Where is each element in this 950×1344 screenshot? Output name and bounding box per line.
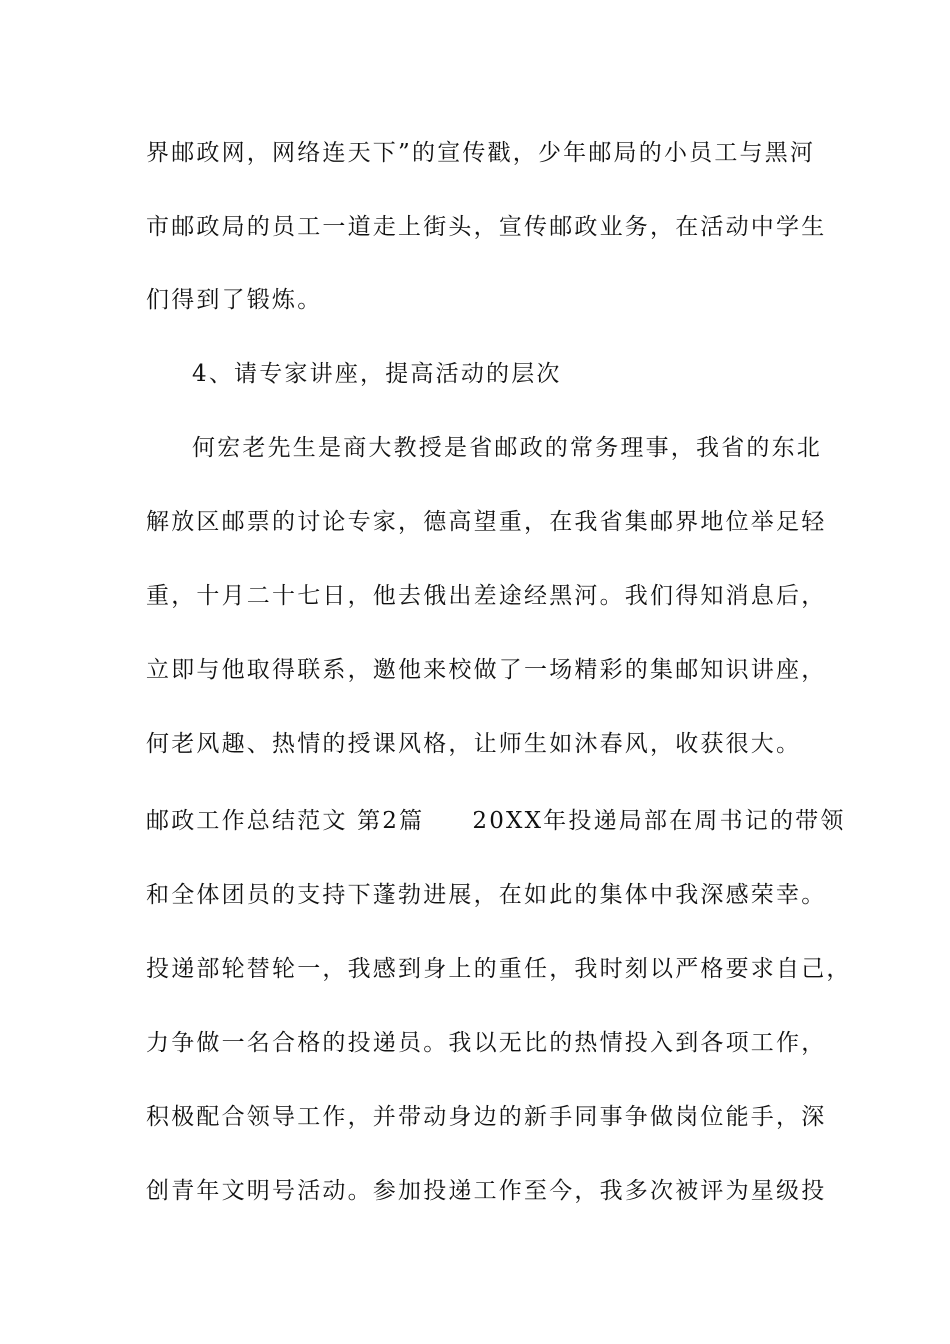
- paragraph-line: 重，十月二十七日，他去俄出差途经黑河。我们得知消息后，: [146, 583, 827, 609]
- paragraph-line: 创青年文明号活动。参加投递工作至今，我多次被评为星级投: [146, 1178, 827, 1204]
- section-title: 邮政工作总结范文 第2篇: [146, 808, 425, 834]
- paragraph-line: 和全体团员的支持下蓬勃进展，在如此的集体中我深感荣幸。: [146, 882, 827, 908]
- paragraph-line: 何老风趣、热情的授课风格，让师生如沐春风，收获很大。: [146, 731, 802, 757]
- paragraph-line: 界邮政网，网络连天下”的宣传戳，少年邮局的小员工与黑河: [146, 140, 816, 166]
- paragraph-line: 力争做一名合格的投递员。我以无比的热情投入到各项工作，: [146, 1030, 827, 1056]
- section-heading-line: [146, 806, 846, 836]
- paragraph-line: 立即与他取得联系，邀他来校做了一场精彩的集邮知识讲座，: [146, 657, 827, 683]
- section-first-line: 20XX年投递局部在周书记的带领: [472, 808, 846, 834]
- subheading: 4、请专家讲座，提高活动的层次: [192, 361, 562, 387]
- paragraph-line: 积极配合领导工作，并带动身边的新手同事争做岗位能手，深: [146, 1104, 827, 1130]
- paragraph-line: 投递部轮替轮一，我感到身上的重任，我时刻以严格要求自己，: [146, 956, 852, 982]
- paragraph-line: 们得到了锻炼。: [146, 287, 323, 313]
- paragraph-line: 解放区邮票的讨论专家，德高望重，在我省集邮界地位举足轻: [146, 509, 827, 535]
- paragraph-line: 市邮政局的员工一道走上街头，宣传邮政业务，在活动中学生: [146, 214, 827, 240]
- paragraph-line: 何宏老先生是商大教授是省邮政的常务理事，我省的东北: [192, 435, 822, 461]
